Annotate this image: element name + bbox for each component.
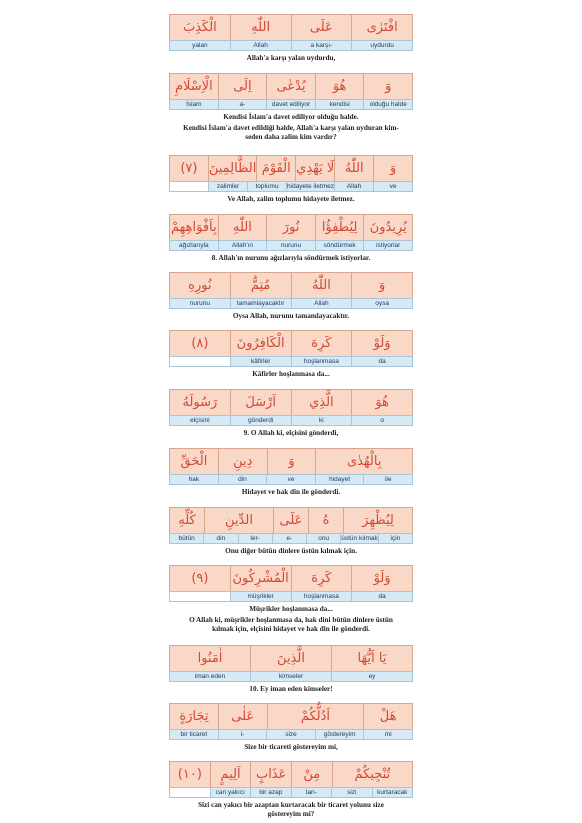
arabic-word: الْقَوْمَ	[256, 156, 295, 181]
translation-word: İslam	[186, 101, 202, 108]
translation-word: hoşlanmasa	[291, 592, 352, 601]
ayah-number: (٧)	[180, 161, 198, 176]
arabic-word: هُوَ	[315, 74, 364, 99]
arabic-word-row	[169, 645, 413, 671]
translation-row	[169, 40, 413, 51]
arabic-word: عَلَى	[273, 508, 308, 533]
arabic-word: الْحَقِّ	[180, 454, 208, 469]
arabic-word: تُنْجِيكُمْ	[332, 762, 412, 787]
arabic-word: بِاَفْوَاهِهِمْ	[171, 220, 217, 235]
arabic-word: الْكَافِرُونَ	[230, 331, 291, 356]
translation-word: -tan	[291, 788, 332, 797]
translation-word: söndürmek	[315, 241, 364, 250]
arabic-word-row	[169, 14, 413, 40]
verse-block	[169, 761, 413, 798]
verse-block	[169, 330, 413, 367]
arabic-word: وَ	[373, 156, 412, 181]
verse-block	[169, 507, 413, 544]
translation-word: kurtaracak	[372, 788, 413, 797]
arabic-word: عَذَابٍ	[250, 762, 291, 787]
arabic-word: وَ	[363, 74, 412, 99]
translation-word: toplumu	[247, 182, 286, 191]
translation-word: tamamlayacaktır	[230, 299, 291, 308]
translation-word: bütün	[178, 535, 195, 542]
translation-row	[169, 356, 413, 367]
translation-word: iman eden	[194, 673, 226, 680]
translation-word: -a	[218, 100, 267, 109]
arabic-word: لِيُظْهِرَ	[343, 508, 412, 533]
arabic-word: اَلِيمٍ	[210, 762, 251, 787]
translation-word: da	[351, 592, 412, 601]
verse-caption: 8. Allah'ın nurunu ağızlarıyla söndürmek istiyorlar.	[211, 254, 371, 262]
translation-word: bir ticaret	[180, 731, 208, 738]
verse-caption: kılmak için, elçisini hidayet ve hak din ile gönderdi.	[212, 625, 370, 633]
arabic-word: كَرِهَ	[291, 331, 352, 356]
arabic-word-row	[169, 330, 413, 356]
translation-word: hidayet	[315, 475, 364, 484]
arabic-word: عَلَى	[291, 15, 352, 40]
arabic-word: اللّٰهُ	[334, 156, 373, 181]
translation-word: Allah	[334, 182, 373, 191]
translation-row	[169, 298, 413, 309]
translation-empty	[170, 788, 210, 797]
translation-row	[169, 729, 413, 740]
ayah-number: (٨)	[191, 336, 209, 351]
arabic-word-row	[169, 761, 413, 787]
translation-word: olduğu halde	[363, 100, 412, 109]
verse-block	[169, 214, 413, 251]
arabic-word: وَلَوْ	[351, 331, 412, 356]
translation-word: üstün kılmak	[341, 535, 378, 542]
translation-word: -e	[272, 534, 306, 543]
translation-row	[169, 181, 413, 192]
verse-block	[169, 703, 413, 740]
verse-caption: Sizi can yakıcı bir azaptan kurtaracak bir ticaret yolunu size	[198, 801, 384, 809]
arabic-word-row	[169, 73, 413, 99]
translation-empty	[170, 357, 230, 366]
translation-word: oysa	[351, 299, 412, 308]
arabic-word: اللّٰهُ	[291, 273, 352, 298]
translation-word: ağızlarıyla	[179, 242, 209, 249]
arabic-word-row	[169, 703, 413, 729]
translation-row	[169, 671, 413, 682]
arabic-word: يُرِيدُونَ	[363, 215, 412, 240]
arabic-word: الْكَذِبَ	[182, 20, 217, 35]
arabic-word: لَا يَهْدِي	[295, 156, 334, 181]
arabic-word: بِالْهُدٰى	[315, 449, 412, 474]
translation-word: elçisini	[190, 417, 210, 424]
translation-word: Allah	[230, 41, 291, 50]
translation-word: gönderdi	[230, 416, 291, 425]
translation-word: istiyorlar	[363, 241, 412, 250]
arabic-word: اِلَى	[218, 74, 267, 99]
arabic-word: وَ	[267, 449, 316, 474]
arabic-word-row	[169, 389, 413, 415]
arabic-word: وَلَوْ	[351, 566, 412, 591]
verse-caption: Kendisi İslam'a davet edildiği halde, Allah'a karşı yalan uyduran kim-	[183, 124, 399, 132]
translation-word: göstereyim	[315, 730, 364, 739]
ayah-number: (١٠)	[177, 767, 202, 782]
arabic-word: اللّٰهِ	[230, 15, 291, 40]
verse-block	[169, 565, 413, 602]
translation-word: için	[378, 534, 412, 543]
arabic-word-row	[169, 214, 413, 240]
translation-word: nurunu	[189, 300, 210, 307]
arabic-word: يَا اَيُّهَا	[331, 646, 412, 671]
translation-word: hidayete iletmez	[287, 183, 334, 190]
translation-word: sizi	[331, 788, 372, 797]
arabic-word: الَّذِي	[291, 390, 352, 415]
verse-caption: 10. Ey iman eden kimseler!	[249, 685, 333, 693]
translation-word: ve	[266, 475, 315, 484]
translation-word: ey	[331, 672, 412, 681]
translation-word: davet ediliyor	[266, 100, 315, 109]
translation-row	[169, 591, 413, 602]
translation-word: yalan	[192, 42, 208, 49]
arabic-word: مِنْ	[291, 762, 332, 787]
verse-block	[169, 155, 413, 192]
verse-caption: Allah'a karşı yalan uydurdu,	[246, 54, 336, 62]
arabic-word: الْاِسْلَامِ	[174, 79, 213, 94]
arabic-word: اٰمَنُوا	[197, 651, 223, 666]
arabic-word: دِينِ	[218, 449, 267, 474]
translation-word: hoşlanmasa	[291, 357, 352, 366]
arabic-word: تِجَارَةٍ	[179, 709, 209, 724]
verse-caption: Onu diğer bütün dinlere üstün kılmak için.	[225, 547, 357, 555]
verse-block	[169, 645, 413, 682]
arabic-word: عَلٰى	[218, 704, 267, 729]
verse-caption: Hidayet ve hak din ile gönderdi.	[241, 488, 341, 496]
verse-block	[169, 272, 413, 309]
verse-block	[169, 14, 413, 51]
translation-word: da	[351, 357, 412, 366]
ayah-number: (٩)	[191, 571, 209, 586]
translation-word: onu	[306, 534, 340, 543]
translation-word: mi	[363, 730, 412, 739]
translation-word: ile	[363, 475, 412, 484]
arabic-word: افْتَرٰى	[351, 15, 412, 40]
translation-word: ki	[291, 416, 352, 425]
arabic-word: الدِّينِ	[204, 508, 273, 533]
verse-caption: göstereyim mi?	[267, 810, 315, 818]
verse-block	[169, 389, 413, 426]
verse-caption: seden daha zalim kim vardır?	[245, 133, 337, 141]
verse-caption: Ve Allah, zalim toplumu hidayete iletmez.	[227, 195, 355, 203]
arabic-word: الظَّالِمِينَ	[208, 156, 257, 181]
translation-word: kendisi	[315, 100, 364, 109]
translation-word: bir azap	[250, 788, 291, 797]
translation-word: uydurdu	[351, 41, 412, 50]
verse-caption: 9. O Allah ki, elçisini gönderdi,	[243, 429, 339, 437]
translation-empty	[170, 592, 230, 601]
verse-block	[169, 448, 413, 485]
translation-row	[169, 99, 413, 110]
arabic-word: لِيُطْفِؤُا	[315, 215, 364, 240]
translation-word: ve	[373, 182, 412, 191]
translation-word: kâfirler	[230, 357, 291, 366]
arabic-word: الْمُشْرِكُونَ	[230, 566, 291, 591]
translation-word: din	[203, 534, 237, 543]
verse-caption: Size bir ticareti göstereyim mi,	[244, 743, 338, 751]
verse-caption: Müşrikler hoşlanmasa da...	[249, 605, 333, 613]
translation-word: size	[266, 730, 315, 739]
arabic-word: نُورِهِ	[188, 278, 212, 293]
arabic-word-row	[169, 507, 413, 533]
arabic-word-row	[169, 565, 413, 591]
translation-row	[169, 474, 413, 485]
arabic-word-row	[169, 448, 413, 474]
arabic-word: هَلْ	[363, 704, 412, 729]
translation-row	[169, 533, 413, 544]
arabic-word: هُوَ	[351, 390, 412, 415]
verse-block	[169, 73, 413, 110]
translation-word: -ler	[238, 534, 272, 543]
verse-caption: Kâfirler hoşlanmasa da...	[252, 370, 330, 378]
translation-word: hak	[188, 476, 200, 483]
arabic-word: رَسُولَهُ	[182, 395, 218, 410]
verse-caption: O Allah ki, müşrikler hoşlanmasa da, hak dini bütün dinlere üstün	[189, 616, 393, 624]
arabic-word: يُدْعٰى	[266, 74, 315, 99]
arabic-word: اللّٰهِ	[218, 215, 267, 240]
arabic-word: الَّذِينَ	[250, 646, 331, 671]
translation-row	[169, 415, 413, 426]
verse-caption: Kendisi İslam'a davet ediliyor olduğu halde.	[223, 113, 359, 121]
arabic-word: اَدُلُّكُمْ	[267, 704, 364, 729]
verse-caption: Oysa Allah, nurunu tamamlayacaktır.	[232, 312, 350, 320]
translation-word: Allah'ın	[218, 241, 267, 250]
arabic-word: وَ	[351, 273, 412, 298]
arabic-word: كَرِهَ	[291, 566, 352, 591]
arabic-word: اَرْسَلَ	[230, 390, 291, 415]
translation-word: o	[351, 416, 412, 425]
translation-word: -i	[218, 730, 267, 739]
translation-row	[169, 240, 413, 251]
arabic-word: مُتِمُّ	[230, 273, 291, 298]
translation-word: din	[218, 475, 267, 484]
translation-row	[169, 787, 413, 798]
translation-word: zalimler	[208, 182, 247, 191]
arabic-word: كُلِّهِ	[178, 513, 196, 528]
translation-word: -a karşı	[291, 41, 352, 50]
arabic-word: هُ	[308, 508, 343, 533]
arabic-word-row	[169, 272, 413, 298]
translation-word: Allah	[291, 299, 352, 308]
arabic-word: نُورَ	[266, 215, 315, 240]
translation-word: kimseler	[250, 672, 331, 681]
arabic-word-row	[169, 155, 413, 181]
translation-word: müşrikler	[230, 592, 291, 601]
translation-word: can yakıcı	[210, 788, 251, 797]
translation-word: nurunu	[266, 241, 315, 250]
translation-empty	[170, 182, 208, 191]
